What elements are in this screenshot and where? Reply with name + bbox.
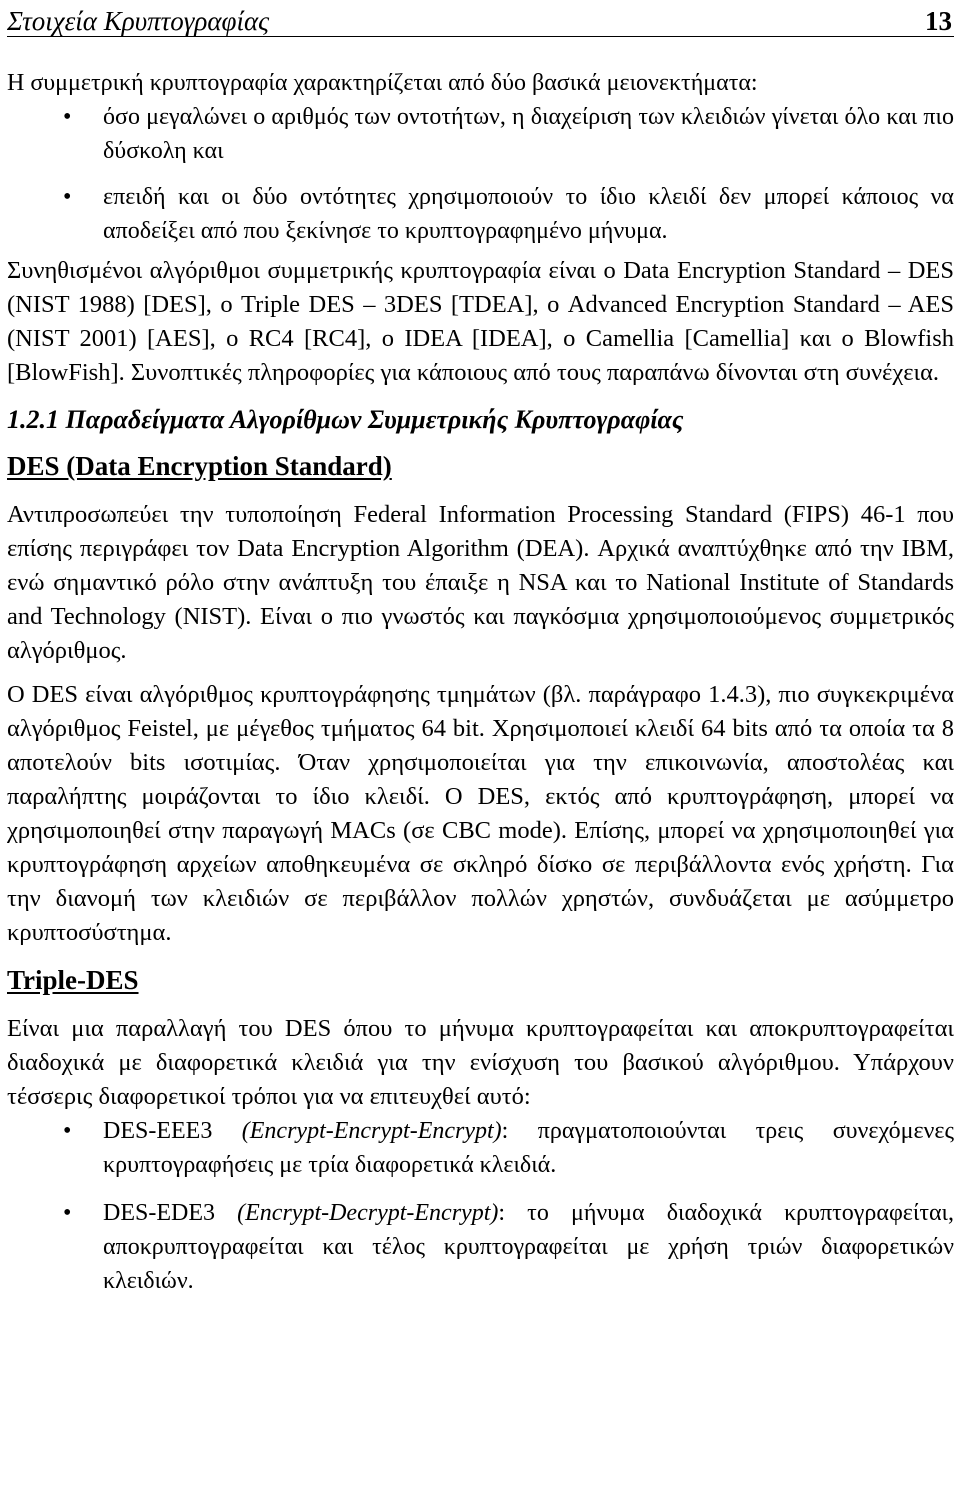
section-heading: 1.2.1 Παραδείγματα Αλγορίθμων Συμμετρικής Κρυπτογραφίας	[7, 405, 684, 434]
mode-name: (Encrypt-Decrypt-Encrypt)	[237, 1200, 499, 1226]
running-header	[7, 0, 954, 37]
list-item	[7, 180, 954, 248]
list-item-text: επειδή και οι δύο οντότητες χρησιμοποιούν το ίδιο κλειδί δεν μπορεί κάποιος να αποδείξει από που ξεκίνησε το κρυπτογραφημένο μήνυμα.	[103, 184, 954, 244]
mode-description: : το μήνυμα διαδοχικά κρυπτογραφείται, αποκρυπτογραφείται και τέλος κρυπτογραφείται με χρήση τριών διαφορετικών κλειδιών.	[103, 1200, 955, 1294]
disadvantages-list	[7, 100, 954, 248]
bullet-icon: •	[63, 1200, 72, 1226]
running-header-title: Στοιχεία Κρυπτογραφίας	[7, 6, 270, 36]
intro-paragraph: Η συμμετρική κρυπτογραφία χαρακτηρίζεται από δύο βασικά μειονεκτήματα:	[7, 70, 758, 96]
mode-description: : πραγματοποιούνται τρεις συνεχόμενες κρυπτογραφήσεις με τρία διαφορετικά κλειδιά.	[103, 1118, 954, 1178]
triple-des-modes-list	[7, 1114, 954, 1298]
des-heading: DES (Data Encryption Standard)	[7, 451, 392, 481]
bullet-icon: •	[63, 1118, 72, 1144]
bullet-icon: •	[63, 184, 72, 210]
list-item	[7, 1196, 954, 1298]
mode-code: DES-EEE3	[103, 1118, 213, 1144]
des-paragraph-2: Ο DES είναι αλγόριθμος κρυπτογράφησης τμημάτων (βλ. παράγραφο 1.4.3), πιο συγκεκριμένα αλγόριθμος Feistel, με μέγεθος τμήματος 64 bit. Χρησιμοποιεί κλειδί 64 bits από τα οποία τα 8 αποτελούν bits ισοτιμίας. Όταν χρησιμοποιείται για την επικοινωνία, αποστολέας και παραλήπτης μοιράζονται το ίδιο κλειδί. Ο DES, εκτός από κρυπτογράφηση, μπορεί να χρησιμοποιηθεί στην παραγωγή MACs (σε CBC mode). Επίσης, μπορεί να χρησιμοποιηθεί για κρυπτογράφηση αρχείων αποθηκευμένα σε σκληρό δίσκο σε περιβάλλοντα ενός χρήστη. Για την διανομή των κλειδιών σε περιβάλλον πολλών χρηστών, συνδυάζεται με ασύμμετρο κρυπτοσύστημα.	[7, 681, 954, 946]
bullet-icon: •	[63, 104, 72, 130]
triple-des-heading: Triple-DES	[7, 965, 139, 995]
mode-code: DES-EDE3	[103, 1200, 215, 1226]
algorithms-paragraph: Συνηθισμένοι αλγόριθμοι συμμετρικής κρυπτογραφία είναι ο Data Encryption Standard – DES (NIST 1988) [DES], ο Triple DES – 3DES [TDEA], ο Advanced Encryption Standard – AES (NIST 2001) [AES], ο RC4 [RC4], ο IDEA [IDEA], ο Camellia [Camellia] και ο Blowfish [BlowFish]. Συνοπτικές πληροφορίες για κάποιους από τους παραπάνω δίνονται στη συνέχεια.	[7, 257, 954, 386]
list-item	[7, 1114, 954, 1182]
des-paragraph-1: Αντιπροσωπεύει την τυποποίηση Federal Information Processing Standard (FIPS) 46-1 που επίσης περιγράφει τον Data Encryption Algorithm (DEA). Αρχικά αναπτύχθηκε από την IBM, ενώ σημαντικό ρόλο στην ανάπτυξη του έπαιξε η NSA και το National Institute of Standards and Technology (NIST). Είναι ο πιο γνωστός και παγκόσμια χρησιμοποιούμενος συμμετρικός αλγόριθμος.	[7, 501, 954, 664]
page-number: 13	[925, 6, 952, 36]
list-item-text: όσο μεγαλώνει ο αριθμός των οντοτήτων, η διαχείριση των κλειδιών γίνεται όλο και πιο δύσκολη και	[103, 104, 954, 164]
triple-des-paragraph: Είναι μια παραλλαγή του DES όπου το μήνυμα κρυπτογραφείται και αποκρυπτογραφείται διαδοχικά με διαφορετικά κλειδιά για την ενίσχυση του βασικού αλγόριθμου. Υπάρχουν τέσσερις διαφορετικοί τρόποι για να επιτευχθεί αυτό:	[7, 1015, 954, 1110]
list-item	[7, 100, 954, 168]
mode-name: (Encrypt-Encrypt-Encrypt)	[241, 1118, 502, 1144]
